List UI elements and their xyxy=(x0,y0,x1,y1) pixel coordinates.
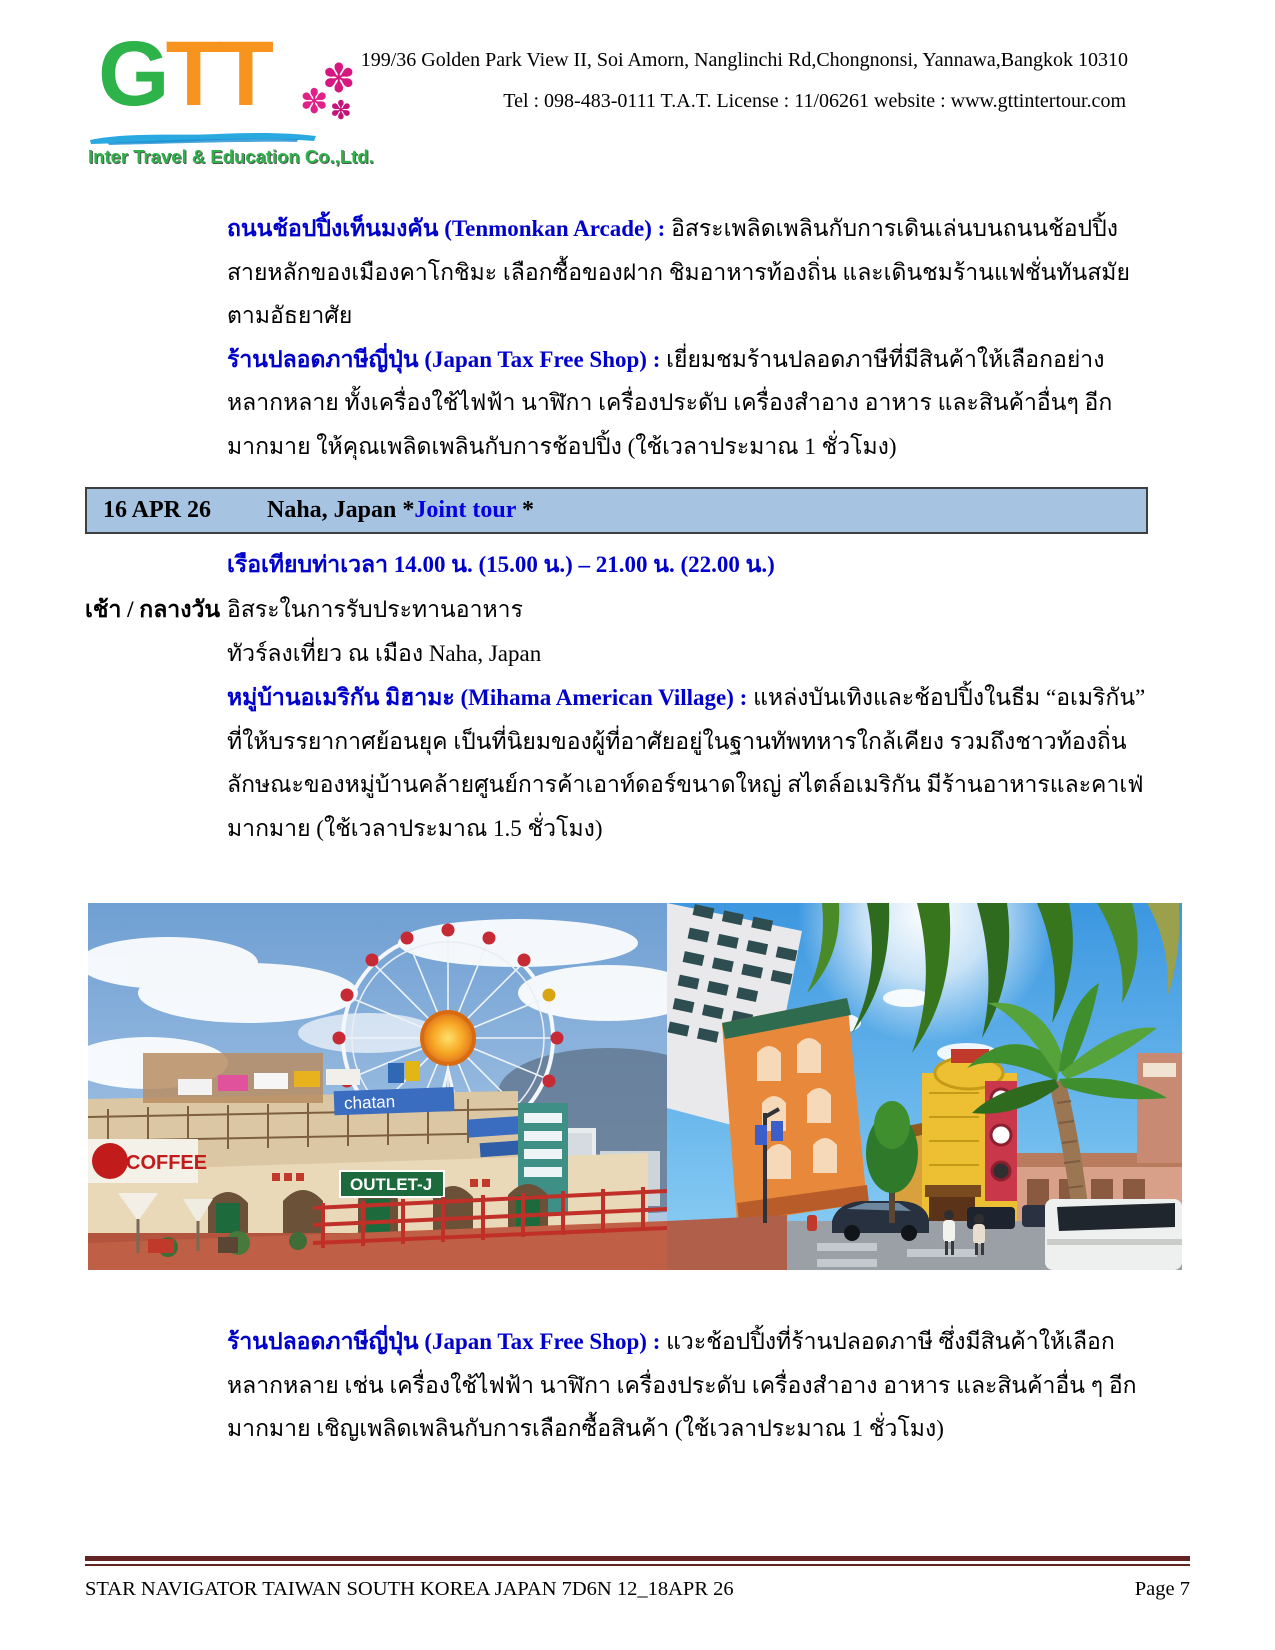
ferris-wheel-illustration xyxy=(88,903,667,1270)
gtt-logo-text xyxy=(98,24,270,124)
day-date: 16 APR 26 xyxy=(103,497,211,523)
footer-divider xyxy=(85,1556,1190,1566)
ship-docking-time: เรือเทียบท่าเวลา 14.00 น. (15.00 น.) – 21.00 น. (22.00 น.) xyxy=(227,552,775,577)
taxfree2-heading: ร้านปลอดภาษีญี่ปุ่น (Japan Tax Free Shop) : xyxy=(227,1329,667,1354)
tenmonkan-heading: ถนนช้อปปิ้งเท็นมงคัน (Tenmonkan Arcade) : xyxy=(227,216,672,241)
footer-divider-thin xyxy=(85,1564,1190,1566)
taxfree-heading: ร้านปลอดภาษีญี่ปุ่น (Japan Tax Free Shop) : xyxy=(227,346,667,372)
meal-time-label: เช้า / กลางวัน xyxy=(85,597,221,622)
flower-icon: ✽ xyxy=(330,96,352,126)
mihama-paragraph xyxy=(227,676,1157,850)
logo-brushstroke-icon xyxy=(88,130,318,146)
day-title xyxy=(267,497,534,524)
taxfree-paragraph xyxy=(227,1320,1157,1451)
svg-text:COFFEE: COFFEE xyxy=(126,1152,208,1174)
svg-text:chatan: chatan xyxy=(343,1092,396,1113)
address-line-1: 199/36 Golden Park View II, Soi Amorn, Nanglinchi Rd,Chongnonsi, Yannawa,Bangkok 10310 xyxy=(360,49,1128,71)
gtt-logo xyxy=(88,23,374,167)
day-header-bar xyxy=(85,487,1148,534)
taxfree2-body: แวะช้อปปิ้งที่ร้านปลอดภาษี ซึ่งมีสินค้าให้เลือกหลากหลาย เช่น เครื่องใช้ไฟฟ้า นาฬิกา เครื่องประดับ เครื่องสำอาง อาหาร และสินค้าอื่น ๆ อีกมากมาย เชิญเพลิดเพลินกับการเลือกซื้อสินค้า (ใช้เวลาประมาณ 1 ชั่วโมง) xyxy=(227,1329,1137,1441)
footer-divider-thick xyxy=(85,1556,1190,1561)
tenmonkan-paragraph xyxy=(227,207,1152,468)
tenmonkan-body: อิสระเพลิดเพลินกับการเดินเล่นบนถนนช้อปปิ้งสายหลักของเมืองคาโกชิมะ เลือกซื้อของฝาก ชิมอาหารท้องถิ่น และเดินชมร้านแฟชั่นทันสมัยตามอัธยาศัย xyxy=(227,216,1130,328)
american-village-street-photo xyxy=(667,903,1182,1270)
flower-icon: ✽ xyxy=(322,56,356,102)
company-address-block xyxy=(350,40,1128,122)
logo-letter-g: G xyxy=(98,23,166,125)
day-title-joint-tour: Joint tour xyxy=(414,497,516,523)
tour-landing-text: ทัวร์ลงเที่ยว ณ เมือง Naha, Japan xyxy=(227,641,542,666)
outlet-sign xyxy=(340,1171,444,1197)
wheel-hub xyxy=(422,1012,474,1064)
footer-tour-code: STAR NAVIGATOR TAIWAN SOUTH KOREA JAPAN 7D6N 12_18APR 26 xyxy=(85,1578,734,1600)
logo-letters-tt: TT xyxy=(165,23,270,125)
chatan-sign xyxy=(334,1087,455,1115)
day-title-suffix: * xyxy=(515,497,534,523)
coffee-sign xyxy=(88,1139,207,1183)
mihama-body: แหล่งบันเทิงและช้อปปิ้งในธีม “อเมริกัน” ที่ให้บรรยากาศย้อนยุค เป็นที่นิยมของผู้ที่อาศัยอยู่ในฐานทัพทหารใกล้เคียง รวมถึงชาวท้องถิ่น ลักษณะของหมู่บ้านคล้ายศูนย์การค้าเอาท์ดอร์ขนาดใหญ่ สไตล์อเมริกัน มีร้านอาหารและคาเฟ่มากมาย (ใช้เวลาประมาณ 1.5 ชั่วโมง) xyxy=(227,685,1146,841)
mihama-ferris-wheel-photo xyxy=(88,903,667,1270)
white-van xyxy=(1045,1199,1182,1270)
street-illustration xyxy=(667,903,1182,1270)
orange-building xyxy=(722,998,869,1223)
svg-text:OUTLET-J: OUTLET-J xyxy=(350,1175,433,1194)
address-line-2: Tel : 098-483-0111 T.A.T. License : 11/06261 website : www.gttintertour.com xyxy=(503,90,1126,112)
mihama-heading: หมู่บ้านอเมริกัน มิฮามะ (Mihama American Village) : xyxy=(227,685,754,710)
logo-tagline: Inter Travel & Education Co.,Ltd. xyxy=(88,146,374,167)
day-title-prefix: Naha, Japan * xyxy=(267,497,415,523)
taxfree-body: เยี่ยมชมร้านปลอดภาษีที่มีสินค้าให้เลือกอย่างหลากหลาย ทั้งเครื่องใช้ไฟฟ้า นาฬิกา เครื่องประดับ เครื่องสำอาง อาหาร และสินค้าอื่นๆ อีกมากมาย ให้คุณเพลิดเพลินกับการช้อปปิ้ง (ใช้เวลาประมาณ 1 ชั่วโมง) xyxy=(227,346,1113,459)
meal-free-text: อิสระในการรับประทานอาหาร xyxy=(227,597,523,622)
footer xyxy=(85,1578,1190,1601)
flower-icon: ✽ xyxy=(300,82,329,122)
footer-page-number: Page 7 xyxy=(1134,1578,1190,1600)
